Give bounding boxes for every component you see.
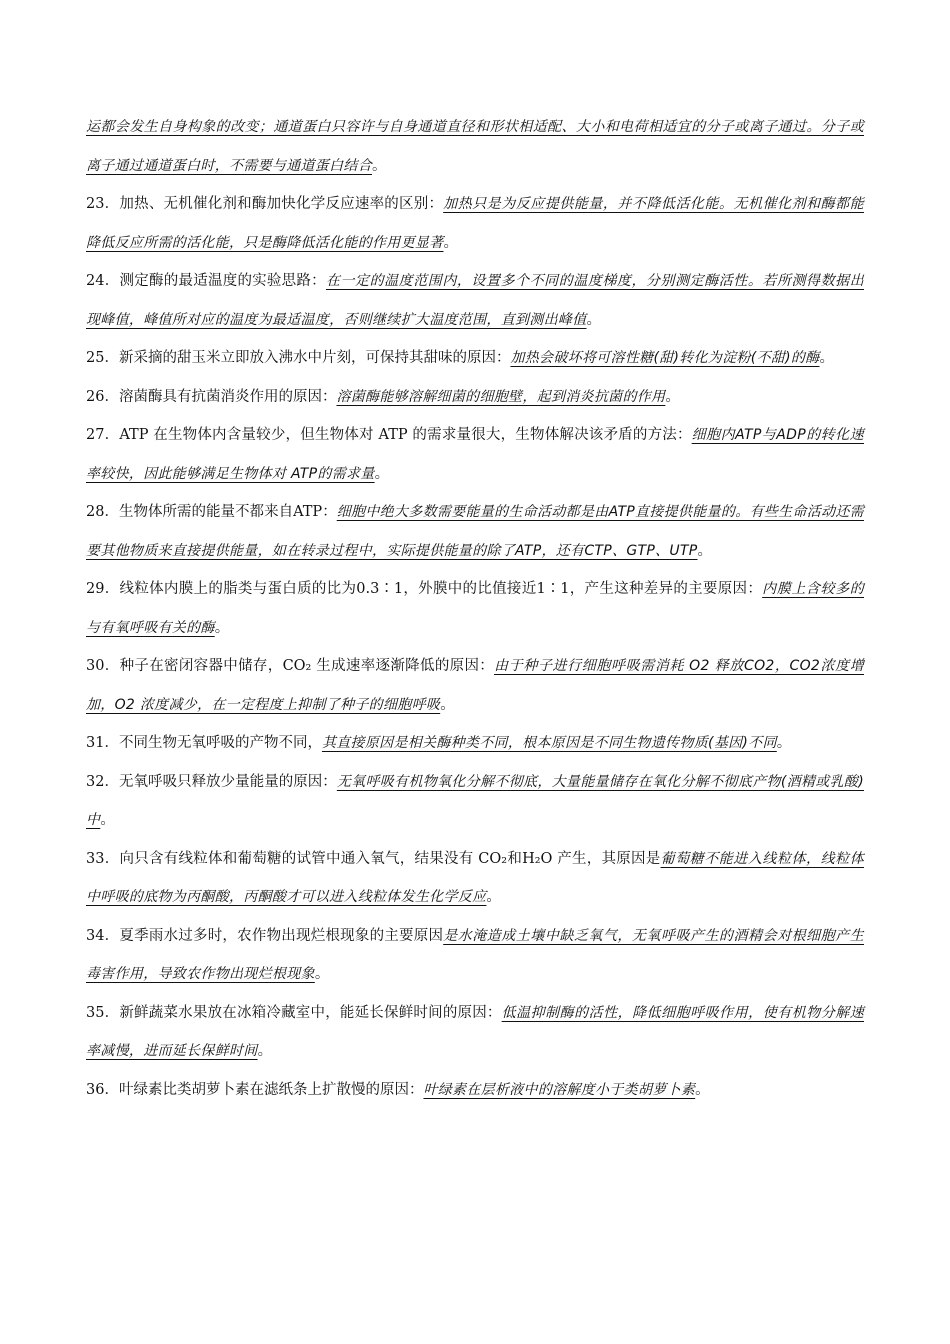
period: 。	[819, 350, 834, 366]
answer-text: 是水淹造成土壤中缺乏氧气，无氧呼吸产生的酒精会对根细胞产生毒害作用，导致农作物出现烂根现象	[86, 927, 864, 982]
paragraph-33	[86, 840, 864, 917]
question-text: 36．叶绿素比类胡萝卜素在滤纸条上扩散慢的原因：	[86, 1081, 424, 1098]
period: 。	[697, 542, 713, 559]
answer-text: 内膜上含较多的与有氧呼吸有关的酶	[86, 581, 864, 636]
paragraph-30	[86, 647, 864, 724]
question-text: 33．向只含有线粒体和葡萄糖的试管中通入氧气，结果没有 CO₂和H₂O 产生，其原因是	[86, 850, 661, 867]
paragraph-23	[86, 185, 864, 262]
question-text: 25．新采摘的甜玉米立即放入沸水中片刻，可保持其甜味的原因：	[86, 350, 511, 366]
paragraph-24	[86, 262, 864, 339]
answer-text: 溶菌酶能够溶解细菌的细胞壁，起到消炎抗菌的作用	[336, 388, 666, 405]
period: 。	[372, 157, 387, 174]
period: 。	[695, 1081, 710, 1098]
answer-text: 由于种子进行细胞呼吸需消耗 O2 释放CO2，CO2浓度增加，O2 浓度减少，在一定程度上抑制了种子的细胞呼吸	[86, 658, 864, 713]
paragraph-28	[86, 493, 864, 570]
period: 。	[586, 311, 601, 328]
period: 。	[374, 465, 390, 482]
question-text: 35．新鲜蔬菜水果放在冰箱冷藏室中，能延长保鲜时间的原因：	[86, 1004, 502, 1021]
answer-text: 运都会发生自身构象的改变；通道蛋白只容许与自身通道直径和形状相适配、大小和电荷相适宜的分子或离子通过。分子或离子通过通道蛋白时，不需要与通道蛋白结合	[86, 119, 864, 174]
answer-text: 在一定的温度范围内，设置多个不同的温度梯度，分别测定酶活性。若所测得数据出现峰值，峰值所对应的温度为最适温度，否则继续扩大温度范围，直到测出峰值	[86, 273, 864, 328]
period: 。	[100, 812, 115, 828]
answer-text: 其直接原因是相关酶种类不同，根本原因是不同生物遗传物质(基因)不同	[321, 735, 777, 751]
period: 。	[257, 1043, 273, 1059]
period: 。	[665, 388, 680, 405]
paragraph-32	[86, 763, 864, 840]
answer-text: 葡萄糖不能进入线粒体，线粒体中呼吸的底物为丙酮酸，丙酮酸才可以进入线粒体发生化学反应	[86, 850, 864, 905]
paragraph-34	[86, 917, 864, 994]
answer-text: 无氧呼吸有机物氧化分解不彻底，大量能量储存在氧化分解不彻底产物(酒精或乳酸)中	[86, 773, 864, 828]
period: 。	[214, 619, 230, 636]
period: 。	[486, 889, 501, 905]
paragraph-35	[86, 994, 864, 1071]
answer-text: 加热会破坏将可溶性糖(甜)转化为淀粉(不甜)的酶	[510, 350, 820, 366]
question-text: 32．无氧呼吸只释放少量能量的原因：	[86, 773, 337, 790]
answer-text: 加热只是为反应提供能量，并不降低活化能。无机催化剂和酶都能降低反应所需的活化能，只是酶降低活化能的作用更显著	[86, 196, 864, 251]
question-text: 30．种子在密闭容器中储存，CO₂ 生成速率逐渐降低的原因：	[86, 658, 495, 674]
question-text: 26．溶菌酶具有抗菌消炎作用的原因：	[86, 388, 337, 405]
document-body	[86, 108, 864, 1109]
period: 。	[776, 735, 792, 751]
paragraph-27	[86, 416, 864, 493]
answer-text: 叶绿素在层析液中的溶解度小于类胡萝卜素	[423, 1081, 696, 1098]
answer-text: 低温抑制酶的活性，降低细胞呼吸作用，使有机物分解速率减慢，进而延长保鲜时间	[86, 1004, 865, 1059]
question-text: 34．夏季雨水过多时，农作物出现烂根现象的主要原因	[86, 927, 444, 944]
period: 。	[440, 696, 455, 713]
paragraph-29	[86, 570, 864, 647]
question-text: 31．不同生物无氧呼吸的产物不同，	[86, 735, 322, 751]
paragraph-31	[86, 724, 864, 763]
paragraph-25	[86, 339, 864, 378]
paragraph-36	[86, 1071, 864, 1110]
question-text: 23．加热、无机催化剂和酶加快化学反应速率的区别：	[86, 196, 444, 212]
period: 。	[443, 234, 458, 251]
question-text: 24．测定酶的最适温度的实验思路：	[86, 273, 326, 289]
paragraph-26	[86, 378, 864, 417]
question-text: 28．生物体所需的能量不都来自ATP：	[86, 504, 337, 520]
paragraph-continued	[86, 108, 864, 185]
question-text: 27．ATP 在生物体内含量较少，但生物体对 ATP 的需求量很大，生物体解决该矛盾的方法：	[86, 427, 692, 443]
question-text: 29．线粒体内膜上的脂类与蛋白质的比为0.3∶1，外膜中的比值接近1∶1，产生这种差异的主要原因：	[86, 581, 763, 597]
answer-text: 细胞中绝大多数需要能量的生命活动都是由ATP直接提供能量的。有些生命活动还需要其他物质来直接提供能量，如在转录过程中，实际提供能量的除了ATP，还有CTP、GTP、UTP	[86, 504, 865, 559]
answer-text: 细胞内ATP与ADP的转化速率较快，因此能够满足生物体对 ATP的需求量	[86, 427, 864, 482]
period: 。	[314, 966, 330, 982]
